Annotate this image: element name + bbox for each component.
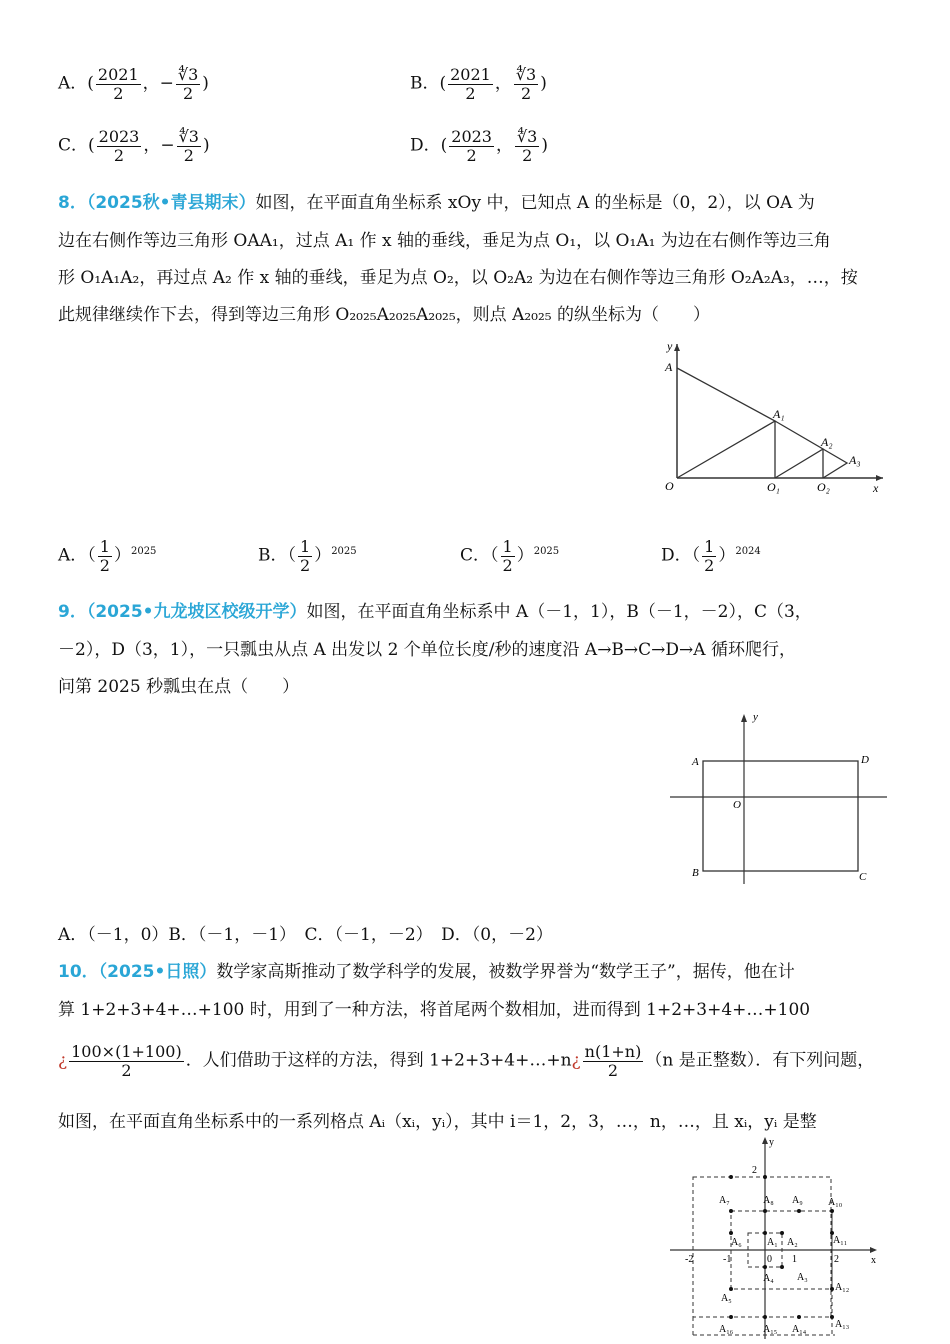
q10-fig-a9: A₉	[792, 1195, 803, 1206]
q10-fig-tick-1: 1	[792, 1254, 797, 1265]
q10-fig-tick-2y: 2	[752, 1165, 757, 1176]
q10-fig-a14: A₁₄	[792, 1324, 807, 1335]
q10-fig-a10: A₁₀	[828, 1197, 843, 1208]
q9-line-1: 9．（2025•九龙坡区校级开学）如图，在平面直角坐标系中 A（－1，1），B（－1，－2），C（3，	[58, 602, 812, 622]
q8-fig-a1: A₁	[773, 407, 785, 421]
q10-fig-a11: A₁₁	[833, 1235, 848, 1246]
q10-figure	[665, 1135, 885, 1341]
q9-fig-y: y	[753, 711, 758, 723]
q8-fig-o2: O₂	[817, 480, 830, 494]
q7-option-c[interactable]: C．( $\frac{2023}{2}$ ，− $\frac{∜3}{2}$ )	[58, 127, 210, 165]
q10-source: （2025•日照）	[98, 962, 217, 982]
q9-fig-c: C	[859, 871, 867, 883]
q9-fig-b: B	[692, 867, 699, 879]
q9-line-2: －2），D（3，1），一只瓢虫从点 A 出发以 2 个单位长度/秒的速度沿 A→B→C→D→A 循环爬行，	[58, 640, 796, 660]
q9-figure	[665, 710, 890, 890]
q10-fig-a15: A₁₅	[763, 1324, 778, 1335]
q9-options[interactable]: A．（－1，0）B．（－1，－1） C．（－1，－2） D．（0，－2）	[58, 925, 553, 945]
q8-option-a[interactable]: A．（ $\frac{1}{2}$ ）$^{2025}$	[58, 537, 157, 575]
q10-fig-a3: A₃	[797, 1272, 808, 1283]
q9-fig-d: D	[861, 754, 869, 766]
q9-line-3: 问第 2025 秒瓢虫在点（ ）	[58, 677, 300, 697]
q10-fig-tick-0: 0	[767, 1254, 772, 1265]
q8-line-2: 边在右侧作等边三角形 OAA₁，过点 A₁ 作 x 轴的垂线，垂足为点 O₁，以 O₁A₁ 为边在右侧作等边三角	[58, 231, 831, 251]
q10-fig-a16: A₁₆	[719, 1324, 734, 1335]
q10-fig-a4: A₄	[763, 1273, 774, 1284]
q8-line-3: 形 O₁A₁A₂，再过点 A₂ 作 x 轴的垂线，垂足为点 O₂，以 O₂A₂ 为边在右侧作等边三角形 O₂A₂A₃，…，按	[58, 268, 858, 288]
q10-fig-a2: A₂	[787, 1237, 798, 1248]
q8-line-4: 此规律继续作下去，得到等边三角形 O₂₀₂₅A₂₀₂₅A₂₀₂₅，则点 A₂₀₂₅ 的纵坐标为（ ）	[58, 305, 711, 325]
q8-number: 8．	[58, 193, 87, 213]
q9-fig-o: O	[733, 799, 741, 811]
q8-fig-o: O	[665, 479, 674, 493]
q8-source: （2025秋•青县期末）	[86, 193, 256, 213]
q10-line-2: 算 1+2+3+4+…+100 时，用到了一种方法，将首尾两个数相加，进而得到 1+2+3+4+…+100	[58, 1000, 811, 1020]
q8-fig-y: y	[667, 339, 673, 353]
q7-option-b[interactable]: B．( $\frac{2021}{2}$ ， $\frac{∜3}{2}$ )	[410, 65, 547, 103]
q10-fig-a6: A₆	[731, 1237, 742, 1248]
q7-option-d[interactable]: D．( $\frac{2023}{2}$ ， $\frac{∜3}{2}$ )	[410, 127, 548, 165]
q10-line-1: 10．（2025•日照）数学家高斯推动了数学科学的发展，被数学界誉为“数学王子”，据传，他在计	[58, 962, 795, 982]
q10-line-4: 如图，在平面直角坐标系中的一系列格点 Aᵢ（xᵢ，yᵢ），其中 i＝1，2，3，…，n，…，且 xᵢ，yᵢ 是整	[58, 1112, 817, 1132]
q8-fig-a: A	[665, 360, 673, 374]
q8-line-1: 8．（2025秋•青县期末）如图，在平面直角坐标系 xOy 中，已知点 A 的坐标是（0，2），以 OA 为	[58, 193, 815, 213]
q10-fig-y: y	[769, 1137, 774, 1148]
q10-fig-a8: A₈	[763, 1195, 774, 1206]
q9-number: 9．	[58, 602, 87, 622]
q8-fig-o1: O₁	[767, 480, 780, 494]
q8-option-c[interactable]: C．（ $\frac{1}{2}$ ）$^{2025}$	[460, 537, 560, 575]
q8-fig-a2: A₂	[821, 435, 833, 449]
q10-fig-a13: A₁₃	[835, 1319, 850, 1330]
q10-fig-tick-2x: 2	[834, 1254, 839, 1265]
q10-line-3: ¿ $\frac{100\times(1+100)}{2}$ ．人们借助于这样的方法，得到 1+2+3+4+…+n¿ $\frac{n(1+n)}{2}$ （n 是正整数）．有下列问题，	[58, 1042, 875, 1080]
q7-option-a[interactable]: A．( $\frac{2021}{2}$ ，− $\frac{∜3}{2}$ )	[58, 65, 209, 103]
q10-fig-a1: A₁	[767, 1237, 778, 1248]
q10-fig-a5: A₅	[721, 1293, 732, 1304]
q10-fig-x: x	[871, 1255, 876, 1266]
q8-option-b[interactable]: B．（ $\frac{1}{2}$ ）$^{2025}$	[258, 537, 357, 575]
q10-number: 10．	[58, 962, 99, 982]
q8-fig-x: x	[873, 481, 879, 495]
q9-fig-a: A	[692, 756, 699, 768]
q10-fig-a7: A₇	[719, 1195, 730, 1206]
q10-fig-a12: A₁₂	[835, 1282, 850, 1293]
q10-fig-tick-neg2: -2	[685, 1254, 694, 1265]
q8-option-d[interactable]: D．（ $\frac{1}{2}$ ）$^{2024}$	[661, 537, 761, 575]
q8-figure	[655, 338, 890, 500]
q9-source: （2025•九龙坡区校级开学）	[86, 602, 307, 622]
q10-fig-tick-neg1: -1	[723, 1254, 732, 1265]
q8-fig-a3: A₃	[849, 453, 861, 467]
